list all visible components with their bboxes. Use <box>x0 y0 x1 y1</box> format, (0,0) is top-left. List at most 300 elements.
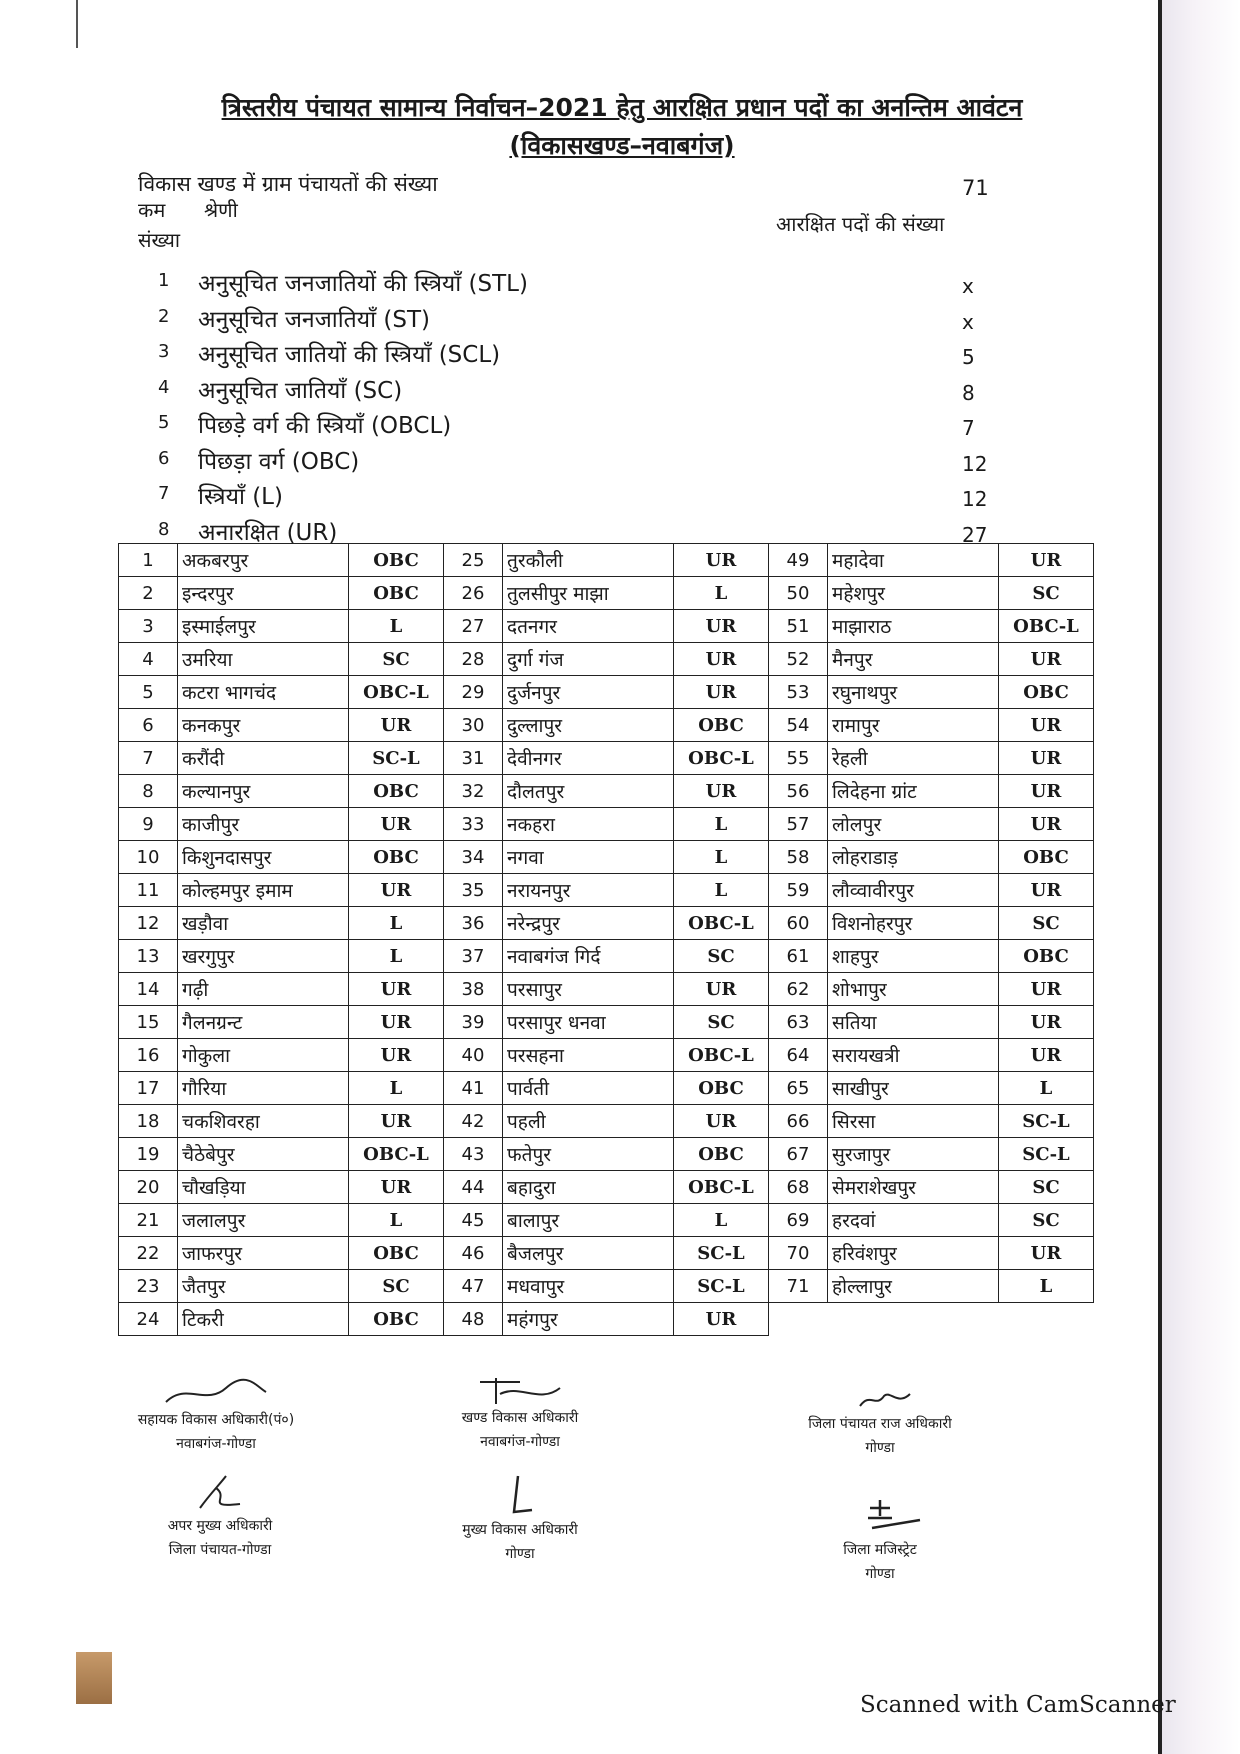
signature-place: गोण्डा <box>505 1546 535 1562</box>
reservation-category: OBC <box>349 1237 444 1270</box>
serial-number: 68 <box>769 1171 828 1204</box>
serial-number: 9 <box>119 808 178 841</box>
category-name: स्त्रियॉं (L) <box>198 484 283 510</box>
serial-number: 31 <box>444 742 503 775</box>
village-name: लोलपुर <box>828 808 999 841</box>
serial-number: 51 <box>769 610 828 643</box>
table-row <box>119 1105 1094 1138</box>
village-name: कल्यानपुर <box>178 775 349 808</box>
village-name: महादेवा <box>828 544 999 577</box>
reservation-category: OBC <box>999 841 1094 874</box>
reservation-category: UR <box>999 1039 1094 1072</box>
table-row <box>119 1006 1094 1039</box>
serial-number: 63 <box>769 1006 828 1039</box>
serial-number: 19 <box>119 1138 178 1171</box>
category-row <box>150 479 1010 515</box>
serial-number: 26 <box>444 577 503 610</box>
table-row <box>119 1237 1094 1270</box>
village-name: दुल्लापुर <box>503 709 674 742</box>
serial-number: 45 <box>444 1204 503 1237</box>
village-name: बहादुरा <box>503 1171 674 1204</box>
village-name: जैतपुर <box>178 1270 349 1303</box>
gram-count-value: 71 <box>962 176 989 200</box>
village-name: लौव्वावीरपुर <box>828 874 999 907</box>
reservation-category: L <box>674 841 769 874</box>
table-row <box>119 1303 1094 1336</box>
category-count: 12 <box>962 487 988 511</box>
signature-title: जिला मजिस्ट्रेट <box>843 1542 917 1558</box>
reservation-category: UR <box>999 775 1094 808</box>
scan-border <box>76 0 78 48</box>
reservation-category: L <box>999 1072 1094 1105</box>
serial-number: 65 <box>769 1072 828 1105</box>
signature-block <box>790 1498 970 1586</box>
reservation-category: UR <box>999 973 1094 1006</box>
signature-title: खण्ड विकास अधिकारी <box>461 1410 579 1426</box>
village-name: रेहली <box>828 742 999 775</box>
table-row <box>119 973 1094 1006</box>
serial-number: 28 <box>444 643 503 676</box>
serial-number: 71 <box>769 1270 828 1303</box>
reservation-category: UR <box>999 1237 1094 1270</box>
reservation-category: OBC <box>349 841 444 874</box>
reservation-category: SC <box>674 1006 769 1039</box>
reservation-category: OBC-L <box>349 676 444 709</box>
signature-mark <box>460 1474 580 1518</box>
signature-mark <box>820 1498 940 1538</box>
category-number: 5 <box>158 412 170 433</box>
reservation-category: OBC <box>674 1138 769 1171</box>
village-name: सरायखत्री <box>828 1039 999 1072</box>
table-row <box>119 1204 1094 1237</box>
village-name: जाफरपुर <box>178 1237 349 1270</box>
village-name: विशनोहरपुर <box>828 907 999 940</box>
category-number: 3 <box>158 341 170 362</box>
category-name: पिछड़े वर्ग की स्त्रियॉं (OBCL) <box>198 413 452 439</box>
serial-number: 37 <box>444 940 503 973</box>
reservation-category: UR <box>999 709 1094 742</box>
table-row <box>119 577 1094 610</box>
category-row <box>150 266 1010 302</box>
category-name: पिछड़ा वर्ग (OBC) <box>198 448 360 475</box>
reservation-category: OBC-L <box>674 742 769 775</box>
signature-block <box>780 1386 980 1460</box>
reservation-category: L <box>674 808 769 841</box>
category-row <box>150 373 1010 409</box>
header-sankhya: संख्या <box>138 228 180 252</box>
village-name: दतनगर <box>503 610 674 643</box>
reservation-category: UR <box>349 808 444 841</box>
serial-number: 39 <box>444 1006 503 1039</box>
reservation-category: UR <box>999 874 1094 907</box>
signature-place: नवाबगंज-गोण्डा <box>480 1434 560 1450</box>
village-name: नगवा <box>503 841 674 874</box>
serial-number: 56 <box>769 775 828 808</box>
reservation-category: L <box>349 1204 444 1237</box>
village-name: कोल्हमपुर इमाम <box>178 874 349 907</box>
reservation-category: UR <box>674 775 769 808</box>
serial-number: 58 <box>769 841 828 874</box>
header-shreni: श्रेणी <box>204 198 238 222</box>
serial-number: 33 <box>444 808 503 841</box>
village-name: खड़ौवा <box>178 907 349 940</box>
table-row <box>119 775 1094 808</box>
reservation-category: SC <box>999 1171 1094 1204</box>
serial-number: 1 <box>119 544 178 577</box>
village-name: महेशपुर <box>828 577 999 610</box>
reservation-category: L <box>674 577 769 610</box>
village-name: नरेन्द्रपुर <box>503 907 674 940</box>
village-name: तुलसीपुर माझा <box>503 577 674 610</box>
signature-block <box>430 1376 610 1454</box>
village-name: टिकरी <box>178 1303 349 1336</box>
village-name: पार्वती <box>503 1072 674 1105</box>
village-name: गोकुला <box>178 1039 349 1072</box>
reservation-category: SC <box>349 1270 444 1303</box>
village-name: इस्माईलपुर <box>178 610 349 643</box>
serial-number: 32 <box>444 775 503 808</box>
reservation-category: OBC <box>349 577 444 610</box>
village-name: जलालपुर <box>178 1204 349 1237</box>
reservation-category: SC-L <box>999 1105 1094 1138</box>
signature-mark <box>160 1474 280 1514</box>
scan-border <box>1158 0 1162 1754</box>
village-name: देवीनगर <box>503 742 674 775</box>
village-name: तुरकौली <box>503 544 674 577</box>
table-row <box>119 907 1094 940</box>
category-number: 4 <box>158 376 170 398</box>
category-count: 27 <box>962 522 988 547</box>
serial-number: 17 <box>119 1072 178 1105</box>
village-name: परसापुर <box>503 973 674 1006</box>
serial-number: 49 <box>769 544 828 577</box>
reservation-category: UR <box>349 709 444 742</box>
table-row <box>119 643 1094 676</box>
village-name: चौखड़िया <box>178 1171 349 1204</box>
reservation-category: OBC <box>674 1072 769 1105</box>
category-number: 1 <box>158 270 170 291</box>
serial-number: 21 <box>119 1204 178 1237</box>
serial-number: 46 <box>444 1237 503 1270</box>
signature-title: सहायक विकास अधिकारी(पं०) <box>137 1412 295 1428</box>
village-name: नवाबगंज गिर्द <box>503 940 674 973</box>
serial-number: 13 <box>119 940 178 973</box>
reservation-category: OBC-L <box>999 610 1094 643</box>
reservation-category: OBC <box>349 1303 444 1336</box>
reservation-category: UR <box>674 610 769 643</box>
village-name: दुर्गा गंज <box>503 643 674 676</box>
allocation-table <box>118 543 1094 1336</box>
reservation-category: SC <box>999 907 1094 940</box>
category-count: 8 <box>962 380 975 405</box>
tape-mark <box>76 1652 112 1704</box>
village-name: चकशिवरहा <box>178 1105 349 1138</box>
signature-mark <box>156 1378 276 1408</box>
village-name: हरिवंशपुर <box>828 1237 999 1270</box>
reservation-category: UR <box>999 742 1094 775</box>
reservation-category: L <box>349 1072 444 1105</box>
village-name: काजीपुर <box>178 808 349 841</box>
signature-block <box>130 1474 310 1562</box>
village-name: परसापुर धनवा <box>503 1006 674 1039</box>
village-name: चैठेबेपुर <box>178 1138 349 1171</box>
category-row <box>150 408 1010 444</box>
category-number: 7 <box>158 483 170 504</box>
reservation-category: OBC <box>349 544 444 577</box>
page-edge-shadow <box>1162 0 1240 1754</box>
village-name: अकबरपुर <box>178 544 349 577</box>
signature-title: जिला पंचायत राज अधिकारी <box>808 1416 952 1432</box>
village-name: हरदवां <box>828 1204 999 1237</box>
village-name: शाहपुर <box>828 940 999 973</box>
table-row <box>119 1072 1094 1105</box>
gram-count-label: विकास खण्ड में ग्राम पंचायतों की संख्या <box>138 172 438 196</box>
village-name: नकहरा <box>503 808 674 841</box>
village-name: मधवापुर <box>503 1270 674 1303</box>
serial-number: 43 <box>444 1138 503 1171</box>
serial-number: 61 <box>769 940 828 973</box>
serial-number: 12 <box>119 907 178 940</box>
village-name: गौरिया <box>178 1072 349 1105</box>
serial-number: 38 <box>444 973 503 1006</box>
village-name: माझाराठ <box>828 610 999 643</box>
signature-mark <box>820 1386 940 1412</box>
signature-block <box>126 1378 306 1456</box>
table-row <box>119 610 1094 643</box>
reservation-category: L <box>349 907 444 940</box>
serial-number: 47 <box>444 1270 503 1303</box>
reservation-category: UR <box>349 1171 444 1204</box>
village-name: गैलनग्रन्ट <box>178 1006 349 1039</box>
village-name: शोभापुर <box>828 973 999 1006</box>
signature-place: गोण्डा <box>865 1566 895 1582</box>
header-reserved-count: आरक्षित पदों की संख्या <box>776 212 945 236</box>
reservation-category: L <box>999 1270 1094 1303</box>
table-row <box>119 742 1094 775</box>
reservation-category: SC-L <box>349 742 444 775</box>
serial-number <box>769 1303 828 1336</box>
reservation-category: UR <box>674 1105 769 1138</box>
reservation-category: OBC <box>999 940 1094 973</box>
serial-number: 22 <box>119 1237 178 1270</box>
village-name: इन्दरपुर <box>178 577 349 610</box>
table-row <box>119 874 1094 907</box>
serial-number: 53 <box>769 676 828 709</box>
reservation-category: SC-L <box>999 1138 1094 1171</box>
serial-number: 4 <box>119 643 178 676</box>
table-row <box>119 544 1094 577</box>
category-row <box>150 337 1010 373</box>
reservation-category: SC-L <box>674 1270 769 1303</box>
category-count: 7 <box>962 416 975 440</box>
reservation-category: L <box>674 1204 769 1237</box>
village-name: फतेपुर <box>503 1138 674 1171</box>
reservation-category: UR <box>349 1039 444 1072</box>
category-number: 6 <box>158 447 170 469</box>
serial-number: 50 <box>769 577 828 610</box>
village-name: बैजलपुर <box>503 1237 674 1270</box>
serial-number: 10 <box>119 841 178 874</box>
reservation-category: OBC-L <box>674 1039 769 1072</box>
reservation-category: OBC <box>999 676 1094 709</box>
table-row <box>119 841 1094 874</box>
serial-number: 52 <box>769 643 828 676</box>
serial-number: 60 <box>769 907 828 940</box>
village-name: दुर्जनपुर <box>503 676 674 709</box>
reservation-category: SC <box>674 940 769 973</box>
village-name <box>828 1303 999 1336</box>
table-row <box>119 1039 1094 1072</box>
table-row <box>119 709 1094 742</box>
signature-place: नवाबगंज-गोण्डा <box>176 1436 256 1452</box>
serial-number: 27 <box>444 610 503 643</box>
signature-place: जिला पंचायत-गोण्डा <box>168 1542 272 1558</box>
reservation-category: OBC-L <box>674 907 769 940</box>
category-name: अनुसूचित जनजातियाँ (ST) <box>198 306 430 333</box>
village-name: सिरसा <box>828 1105 999 1138</box>
serial-number: 69 <box>769 1204 828 1237</box>
serial-number: 62 <box>769 973 828 1006</box>
reservation-category: UR <box>999 643 1094 676</box>
serial-number: 44 <box>444 1171 503 1204</box>
reservation-category: OBC <box>349 775 444 808</box>
serial-number: 57 <box>769 808 828 841</box>
village-name: कटरा भागचंद <box>178 676 349 709</box>
serial-number: 20 <box>119 1171 178 1204</box>
serial-number: 40 <box>444 1039 503 1072</box>
village-name: लोहराडाड़ <box>828 841 999 874</box>
reservation-category: UR <box>349 874 444 907</box>
category-count: 12 <box>962 451 988 476</box>
village-name: रघुनाथपुर <box>828 676 999 709</box>
reservation-category: UR <box>674 676 769 709</box>
serial-number: 2 <box>119 577 178 610</box>
reservation-category: OBC-L <box>349 1138 444 1171</box>
village-name: नरायनपुर <box>503 874 674 907</box>
category-number: 2 <box>158 305 170 327</box>
reservation-category: UR <box>999 1006 1094 1039</box>
document-subtitle: (विकासखण्ड–नवाबगंज) <box>509 131 735 160</box>
village-name: खरगुपुर <box>178 940 349 973</box>
header-kram: कम <box>138 198 166 222</box>
signature-block <box>430 1474 610 1566</box>
serial-number: 14 <box>119 973 178 1006</box>
reservation-category: UR <box>674 544 769 577</box>
serial-number: 35 <box>444 874 503 907</box>
village-name: मैनपुर <box>828 643 999 676</box>
serial-number: 16 <box>119 1039 178 1072</box>
reservation-category: OBC-L <box>674 1171 769 1204</box>
table-row <box>119 1138 1094 1171</box>
signature-mark <box>460 1376 580 1406</box>
category-number: 8 <box>158 518 170 540</box>
village-name: रामापुर <box>828 709 999 742</box>
reservation-category: L <box>349 940 444 973</box>
serial-number: 42 <box>444 1105 503 1138</box>
reservation-category: UR <box>674 1303 769 1336</box>
reservation-category: UR <box>349 1105 444 1138</box>
serial-number: 70 <box>769 1237 828 1270</box>
village-name: साखीपुर <box>828 1072 999 1105</box>
reservation-category: UR <box>349 1006 444 1039</box>
reservation-category: UR <box>999 808 1094 841</box>
signature-title: मुख्य विकास अधिकारी <box>462 1522 578 1538</box>
signature-place: गोण्डा <box>865 1440 895 1456</box>
reservation-category: UR <box>674 643 769 676</box>
village-name: महंगपुर <box>503 1303 674 1336</box>
serial-number: 23 <box>119 1270 178 1303</box>
village-name: कनकपुर <box>178 709 349 742</box>
village-name: करौंदी <box>178 742 349 775</box>
category-count: x <box>962 274 974 298</box>
document-title: त्रिस्तरीय पंचायत सामान्य निर्वाचन–2021 हेतु आरक्षित प्रधान पदों का अनन्तिम आवंटन <box>221 93 1023 122</box>
table-row <box>119 940 1094 973</box>
category-name: अनुसूचित जातियों की स्त्रियॉं (SCL) <box>198 342 501 368</box>
reservation-category: UR <box>999 544 1094 577</box>
village-name: लिदेहना ग्रांट <box>828 775 999 808</box>
category-name: अनुसूचित जातियॉं (SC) <box>198 377 403 404</box>
reservation-category: UR <box>349 973 444 1006</box>
village-name: परसहना <box>503 1039 674 1072</box>
table-row <box>119 1270 1094 1303</box>
serial-number: 15 <box>119 1006 178 1039</box>
serial-number: 6 <box>119 709 178 742</box>
table-row <box>119 1171 1094 1204</box>
serial-number: 7 <box>119 742 178 775</box>
signature-title: अपर मुख्य अधिकारी <box>167 1518 273 1534</box>
category-count: x <box>962 309 974 334</box>
serial-number: 25 <box>444 544 503 577</box>
reservation-category: UR <box>674 973 769 1006</box>
serial-number: 59 <box>769 874 828 907</box>
reservation-category: SC-L <box>674 1237 769 1270</box>
serial-number: 24 <box>119 1303 178 1336</box>
reservation-category: SC <box>999 1204 1094 1237</box>
serial-number: 67 <box>769 1138 828 1171</box>
serial-number: 8 <box>119 775 178 808</box>
village-name: पहली <box>503 1105 674 1138</box>
village-name: सतिया <box>828 1006 999 1039</box>
village-name: सेमराशेखपुर <box>828 1171 999 1204</box>
serial-number: 11 <box>119 874 178 907</box>
table-row <box>119 676 1094 709</box>
serial-number: 3 <box>119 610 178 643</box>
serial-number: 41 <box>444 1072 503 1105</box>
serial-number: 55 <box>769 742 828 775</box>
table-row <box>119 808 1094 841</box>
serial-number: 36 <box>444 907 503 940</box>
reservation-category <box>999 1303 1094 1336</box>
category-row <box>150 302 1010 338</box>
village-name: दौलतपुर <box>503 775 674 808</box>
serial-number: 48 <box>444 1303 503 1336</box>
village-name: उमरिया <box>178 643 349 676</box>
village-name: होल्लापुर <box>828 1270 999 1303</box>
category-name: अनारक्षित (UR) <box>198 519 338 546</box>
category-name: अनुसूचित जनजातियों की स्त्रियॉं (STL) <box>198 271 528 297</box>
reservation-category: L <box>674 874 769 907</box>
village-name: गढ़ी <box>178 973 349 1006</box>
scanner-watermark: Scanned with CamScanner <box>860 1692 1176 1718</box>
serial-number: 18 <box>119 1105 178 1138</box>
reservation-category: OBC <box>674 709 769 742</box>
serial-number: 29 <box>444 676 503 709</box>
category-row <box>150 444 1010 480</box>
serial-number: 5 <box>119 676 178 709</box>
reservation-category: L <box>349 610 444 643</box>
category-list <box>150 266 1010 550</box>
reservation-category: SC <box>349 643 444 676</box>
